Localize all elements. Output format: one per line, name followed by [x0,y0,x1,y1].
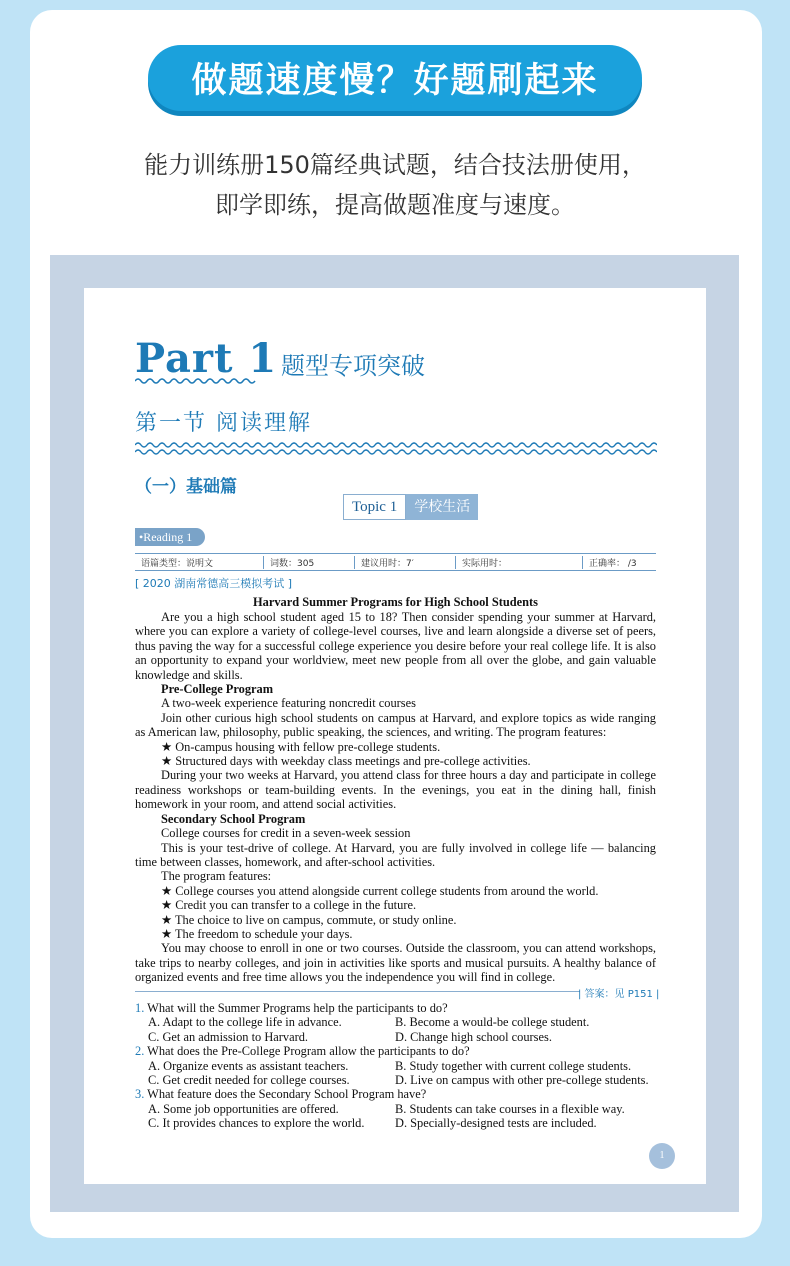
option-a: A. Some job opportunities are offered. [148,1101,339,1116]
option-row [135,1015,656,1029]
paragraph: College courses for credit in a seven-week session [161,826,411,841]
question-number: 1. [135,1001,145,1015]
subheading: Secondary School Program [161,811,306,826]
answer-reference: | 答案：见 P151 | [578,989,660,1000]
option-a: A. Organize events as assistant teachers. [148,1058,349,1073]
option-row [135,1102,656,1116]
reading-info-bar [135,553,656,571]
question-stem [135,1087,656,1101]
article-body [135,610,656,985]
paragraph: Are you a high school student aged 15 to 18? Then consider spending your summer at Harvard, where you can explore a variety of college-level courses, live and learn alongside a diverse set of peers, thus paving the way for a successful college experience you desire before your real college life. It is also an opportunity to expand your worldview, meet new people from all over the globe, and gain valuable knowledge and skills. [135,610,656,682]
info-genre: 语篇类型：说明文 [135,556,264,569]
wave-divider-short [135,377,259,385]
option-a: A. Adapt to the college life in advance. [148,1015,342,1030]
part-title: 题型专项突破 [281,352,425,380]
exam-source: [ 2020 湖南常德高三模拟考试 ] [135,577,293,590]
option-b: B. Students can take courses in a flexible way. [395,1101,625,1116]
option-d: D. Live on campus with other pre-college students. [395,1073,649,1088]
questions [135,1001,656,1131]
topic-name: 学校生活 [406,494,478,520]
bullet-item: ★ Structured days with weekday class meetings and pre-college activities. [161,754,531,769]
paragraph: This is your test-drive of college. At Harvard, you are fully involved in college life — balancing time between classes, homework, and after-school activities. [135,840,656,869]
question-text: What does the Pre-College Program allow the participants to do? [147,1044,470,1059]
topic-label: Topic 1 [343,494,406,520]
paragraph: The program features: [161,869,272,884]
info-word-count: 词数：305 [264,556,355,569]
info-accuracy: 正确率： /3 [589,558,637,569]
question-number: 2. [135,1044,145,1059]
reading-label: •Reading 1 [135,528,205,546]
info-suggested-time: 建议用时：7′ [355,556,456,569]
option-row [135,1059,656,1073]
subheading: Pre-College Program [161,682,274,697]
option-d: D. Specially-designed tests are included. [395,1116,597,1131]
option-c: C. Get credit needed for college courses. [148,1073,350,1088]
option-c: C. It provides chances to explore the world. [148,1116,365,1131]
paragraph: During your two weeks at Harvard, you attend class for three hours a day and participate in college readiness workshops or team-building events. In the evenings, you eat in the dining hall, finish homework in your room, and attend social activities. [135,768,656,812]
level-heading: （一）基础篇 [135,477,237,497]
banner-title: 做题速度慢？好题刷起来 [148,45,642,111]
option-row [135,1073,656,1087]
bullet-item: ★ The freedom to schedule your days. [161,926,353,941]
banner-subtitle-line1: 能力训练册150篇经典试题，结合技法册使用， [144,151,646,179]
info-actual-time: 实际用时： [456,556,583,569]
banner-subtitle-line2: 即学即练，提高做题准度与速度。 [215,191,575,219]
page-number: 1 [649,1143,675,1169]
paragraph: Join other curious high school students on campus at Harvard, and explore topics as wide ranging as American law, philosophy, public speaking, the sciences, and writing. The program features: [135,710,656,740]
question-stem [135,1044,656,1058]
topic-tag [343,494,478,520]
question-text: What feature does the Secondary School Program have? [147,1087,427,1102]
bullet-item: ★ Credit you can transfer to a college in the future. [161,898,417,913]
bullet-item: ★ College courses you attend alongside current college students from around the world. [161,883,599,898]
paragraph: A two-week experience featuring noncredit courses [161,696,416,711]
option-row [135,1030,656,1044]
question-number: 3. [135,1087,145,1102]
option-c: C. Get an admission to Harvard. [148,1029,309,1044]
option-d: D. Change high school courses. [395,1029,552,1044]
question-stem [135,1001,656,1015]
option-row [135,1116,656,1130]
bullet-item: ★ On-campus housing with fellow pre-college students. [161,739,441,754]
paragraph: You may choose to enroll in one or two courses. Outside the classroom, you can attend workshops, take trips to nearby colleges, and join in activities like sports and musical pursuits. A healthy balance of organized events and free time allows you the independence you will find in college. [135,941,656,985]
question-text: What will the Summer Programs help the participants to do? [147,1001,448,1015]
option-b: B. Become a would-be college student. [395,1015,590,1030]
section-heading: 第一节 阅读理解 [135,411,312,436]
answer-divider [135,991,580,992]
option-b: B. Study together with current college students. [395,1058,632,1073]
article-title: Harvard Summer Programs for High School Students [253,595,538,609]
bullet-item: ★ The choice to live on campus, commute, or study online. [161,912,457,927]
wave-divider-long [135,440,657,458]
part-heading: Part 1 [135,335,278,382]
